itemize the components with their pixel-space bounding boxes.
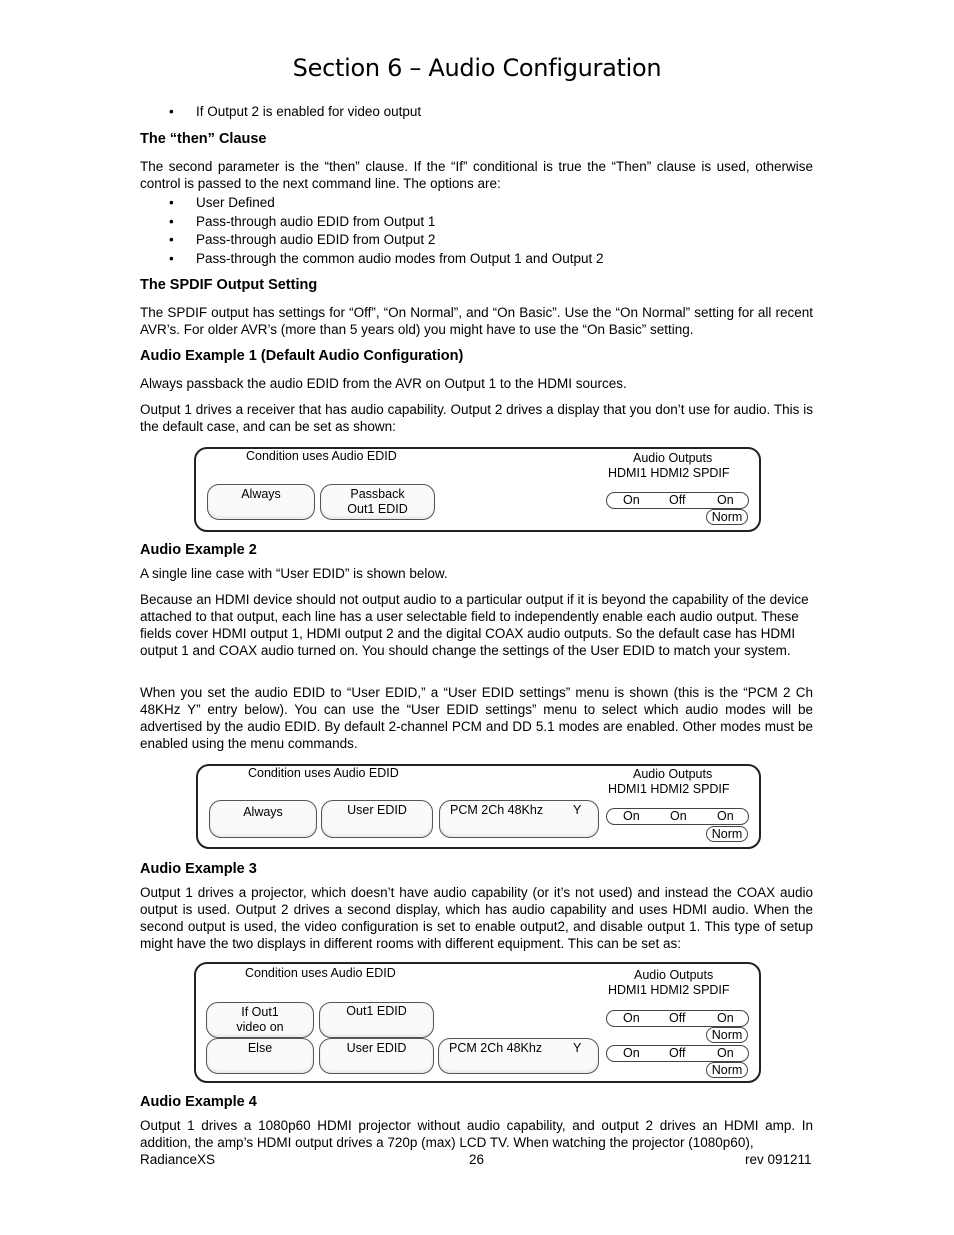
audio-config-diagram-2 xyxy=(196,764,761,849)
hdmi1-state: On xyxy=(623,1046,640,1060)
section-title: Section 6 – Audio Configuration xyxy=(292,54,662,82)
paragraph-example-3: Output 1 drives a projector, which doesn’t have audio capability (or it’s not used) and instead the COAX audio output is used. Output 2 drives a second display, which has audio capability and uses HDMI audio. When the second output is used, the video configuration is set to enable output2, and disable output 1. This type of setup might have the two displays in different rooms with different equipment. This can be set as: xyxy=(140,885,813,951)
cell-value: Y xyxy=(573,803,582,817)
condition-cell[interactable] xyxy=(207,484,315,520)
spdif-mode[interactable]: Norm xyxy=(706,1027,748,1043)
list-item: • Pass-through the common audio modes from Output 1 and Output 2 xyxy=(140,250,813,269)
condition-cell-if[interactable] xyxy=(206,1002,314,1038)
spdif-mode[interactable]: Norm xyxy=(706,826,748,842)
condition-label: Condition uses Audio EDID xyxy=(246,449,397,463)
audio-outputs-columns: HDMI1 HDMI2 SPDIF xyxy=(608,466,730,480)
then-cell[interactable] xyxy=(321,800,433,838)
hdmi2-state: Off xyxy=(669,1046,686,1060)
audio-config-diagram-3 xyxy=(194,962,761,1083)
cell-label: video on xyxy=(236,1020,284,1034)
audio-outputs-columns: HDMI1 HDMI2 SPDIF xyxy=(608,983,730,997)
then-cell-else[interactable] xyxy=(319,1038,434,1074)
hdmi1-state: On xyxy=(623,809,640,823)
heading-then-clause: The “then” Clause xyxy=(140,131,267,147)
condition-cell[interactable] xyxy=(209,800,317,838)
audio-outputs-columns: HDMI1 HDMI2 SPDIF xyxy=(608,782,730,796)
hdmi2-state: Off xyxy=(669,493,686,507)
cell-label: Passback xyxy=(350,487,405,501)
cell-label: If Out1 xyxy=(241,1005,279,1019)
list-item: • If Output 2 is enabled for video output xyxy=(140,103,813,122)
condition-label: Condition uses Audio EDID xyxy=(245,966,396,980)
heading-example-3: Audio Example 3 xyxy=(140,861,257,877)
footer-page-number: 26 xyxy=(469,1152,485,1167)
spdif-mode[interactable]: Norm xyxy=(706,1062,748,1078)
spdif-state: On xyxy=(717,809,734,823)
hdmi2-state: Off xyxy=(669,1011,686,1025)
list-item: • Pass-through audio EDID from Output 2 xyxy=(140,231,813,250)
paragraph-example-1b: Output 1 drives a receiver that has audio capability. Output 2 drives a display that you don’t use for audio. This is the default case, and can be set as shown: xyxy=(140,402,813,434)
audio-output-toggles[interactable] xyxy=(606,808,749,825)
cell-value: Y xyxy=(573,1041,582,1055)
cell-label: User EDID xyxy=(347,803,407,817)
footer-product: RadianceXS xyxy=(140,1152,216,1167)
paragraph-then-clause: The second parameter is the “then” clause. If the “If” conditional is true the “Then” clause is used, otherwise control is passed to the next command line. The options are: xyxy=(140,159,813,191)
spdif-state: On xyxy=(717,493,734,507)
paragraph-example-4: Output 1 drives a 1080p60 HDMI projector without audio capability, and output 2 drives an HDMI amp. In addition, the amp’s HDMI output drives a 720p (max) LCD TV. When watching the projector (1080p60), xyxy=(140,1118,813,1150)
audio-output-toggles[interactable] xyxy=(606,492,749,509)
audio-outputs-label: Audio Outputs xyxy=(634,968,714,982)
paragraph-example-2a: A single line case with “User EDID” is shown below. xyxy=(140,566,448,581)
then-options-list xyxy=(140,194,813,268)
audio-outputs-label: Audio Outputs xyxy=(633,767,713,781)
cell-label: PCM 2Ch 48Khz xyxy=(449,1041,543,1055)
list-item: • Pass-through audio EDID from Output 1 xyxy=(140,213,813,232)
heading-example-1: Audio Example 1 (Default Audio Configuration) xyxy=(140,348,464,364)
spdif-state: On xyxy=(717,1046,734,1060)
audio-config-diagram-1 xyxy=(194,447,761,532)
heading-example-4: Audio Example 4 xyxy=(140,1094,257,1110)
paragraph-example-1a: Always passback the audio EDID from the AVR on Output 1 to the HDMI sources. xyxy=(140,376,627,391)
audio-outputs-label: Audio Outputs xyxy=(633,451,713,465)
paragraph-example-2b: Because an HDMI device should not output audio to a particular output if it is beyond the capability of the device attached to that output, each line has a user selectable field to independently enable each audio output. These fields cover HDMI output 1, HDMI output 2 and the digital COAX audio outputs. So the default case has HDMI output 1 and COAX audio turned on. You should change the settings of the User EDID to match your system. xyxy=(140,592,809,658)
hdmi2-state: On xyxy=(670,809,687,823)
paragraph-example-2c: When you set the audio EDID to “User EDID,” a “User EDID settings” menu is shown (this is the “PCM 2 Ch 48KHz Y” entry below). You can use the “User EDID settings” menu to select which audio modes will be advertised by the audio EDID. By default 2-channel PCM and DD 5.1 modes are enabled. Other modes must be enabled using the menu commands. xyxy=(140,685,813,751)
then-cell[interactable] xyxy=(320,484,435,520)
bullet-list-top xyxy=(140,103,813,122)
hdmi1-state: On xyxy=(623,493,640,507)
cell-label: Always xyxy=(243,805,283,819)
spdif-state: On xyxy=(717,1011,734,1025)
condition-cell-else[interactable] xyxy=(206,1038,314,1074)
cell-label: Out1 EDID xyxy=(347,502,408,516)
cell-label: Out1 EDID xyxy=(346,1004,407,1018)
list-item: • User Defined xyxy=(140,194,813,213)
audio-output-toggles-if[interactable] xyxy=(606,1010,749,1027)
hdmi1-state: On xyxy=(623,1011,640,1025)
audio-output-toggles-else[interactable] xyxy=(606,1045,749,1062)
cell-label: PCM 2Ch 48Khz xyxy=(450,803,544,817)
spdif-mode[interactable]: Norm xyxy=(706,509,748,525)
cell-label: Else xyxy=(247,1041,273,1055)
heading-spdif: The SPDIF Output Setting xyxy=(140,277,318,293)
condition-label: Condition uses Audio EDID xyxy=(248,766,399,780)
user-edid-settings-cell[interactable] xyxy=(438,1038,599,1074)
paragraph-spdif: The SPDIF output has settings for “Off”, “On Normal”, and “On Basic”. Use the “On Normal” setting for all recent AVR’s. For older AVR’s (more than 5 years old) you might have to use the “On Basic” setting. xyxy=(140,305,813,337)
footer-revision: rev 091211 xyxy=(745,1152,812,1167)
cell-label: User EDID xyxy=(346,1041,407,1055)
user-edid-settings-cell[interactable] xyxy=(439,800,599,838)
heading-example-2: Audio Example 2 xyxy=(140,542,257,558)
then-cell-if[interactable] xyxy=(319,1002,434,1038)
cell-label: Always xyxy=(241,487,281,501)
